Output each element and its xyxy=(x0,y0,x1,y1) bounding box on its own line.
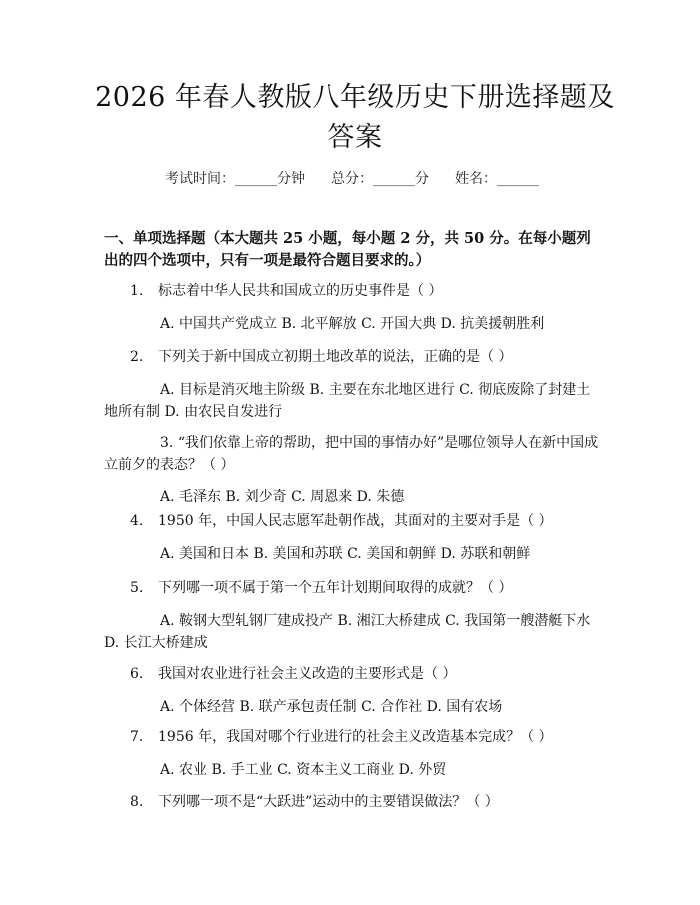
question-text: 我国对农业进行社会主义改造的主要形式是（ ） xyxy=(158,666,457,682)
question-2-options: A. 目标是消灭地主阶级 B. 主要在东北地区进行 C. 彻底废除了封建土地所有制 D. 由农民自发进行 xyxy=(104,382,591,420)
question-4 xyxy=(104,510,604,532)
question-1-options: A. 中国共产党成立 B. 北平解放 C. 开国大典 D. 抗美援朝胜利 xyxy=(160,316,545,332)
question-text: 1950 年，中国人民志愿军赴朝作战，其面对的主要对手是（ ） xyxy=(158,513,553,529)
question-number: 2. xyxy=(130,349,144,365)
question-number: 4. xyxy=(130,513,144,529)
question-4-options: A. 美国和日本 B. 美国和苏联 C. 美国和朝鲜 D. 苏联和朝鲜 xyxy=(160,546,531,562)
section-heading: 一、单项选择题（本大题共 25 小题，每小题 2 分，共 50 分。在每小题列出的四个选项中，只有一项是最符合题目要求的。） xyxy=(104,230,591,269)
question-7 xyxy=(104,726,604,748)
question-number: 1. xyxy=(130,283,144,299)
question-text: “我们依靠上帝的帮助，把中国的事情办好”是哪位领导人在新中国成立前夕的表态？（ ） xyxy=(104,435,599,473)
question-number: 3. xyxy=(160,435,174,451)
question-7-options: A. 农业 B. 手工业 C. 资本主义工商业 D. 外贸 xyxy=(160,762,447,778)
question-3 xyxy=(104,432,604,476)
question-3-options: A. 毛泽东 B. 刘少奇 C. 周恩来 D. 朱德 xyxy=(160,489,405,505)
question-text: 1956 年，我国对哪个行业进行的社会主义改造基本完成？（ ） xyxy=(158,729,553,745)
document-title: 2026 年春人教版八年级历史下册选择题及答案 xyxy=(95,82,615,153)
question-1 xyxy=(104,280,604,302)
question-6 xyxy=(104,663,604,685)
question-text: 标志着中华人民共和国成立的历史事件是（ ） xyxy=(158,283,443,299)
question-text: 下列关于新中国成立初期土地改革的说法，正确的是（ ） xyxy=(158,349,513,365)
exam-time-field: 考试时间：______分钟 xyxy=(165,171,305,187)
question-8 xyxy=(104,791,604,813)
question-number: 5. xyxy=(130,580,144,596)
question-text: 下列哪一项不属于第一个五年计划期间取得的成就？（ ） xyxy=(158,580,513,596)
question-6-options: A. 个体经营 B. 联产承包责任制 C. 合作社 D. 国有农场 xyxy=(160,699,503,715)
name-field: 姓名：______ xyxy=(455,171,539,187)
question-text: 下列哪一项不是“大跃进”运动中的主要错误做法？（ ） xyxy=(158,794,499,810)
question-number: 8. xyxy=(130,794,144,810)
question-2 xyxy=(104,346,604,368)
question-5-options: A. 鞍钢大型轧钢厂建成投产 B. 湘江大桥建成 C. 我国第一艘潜艇下水 D. 长江大桥建成 xyxy=(104,613,591,651)
question-number: 6. xyxy=(130,666,144,682)
total-score-field: 总分：______分 xyxy=(331,171,429,187)
question-5 xyxy=(104,577,604,599)
question-number: 7. xyxy=(130,729,144,745)
